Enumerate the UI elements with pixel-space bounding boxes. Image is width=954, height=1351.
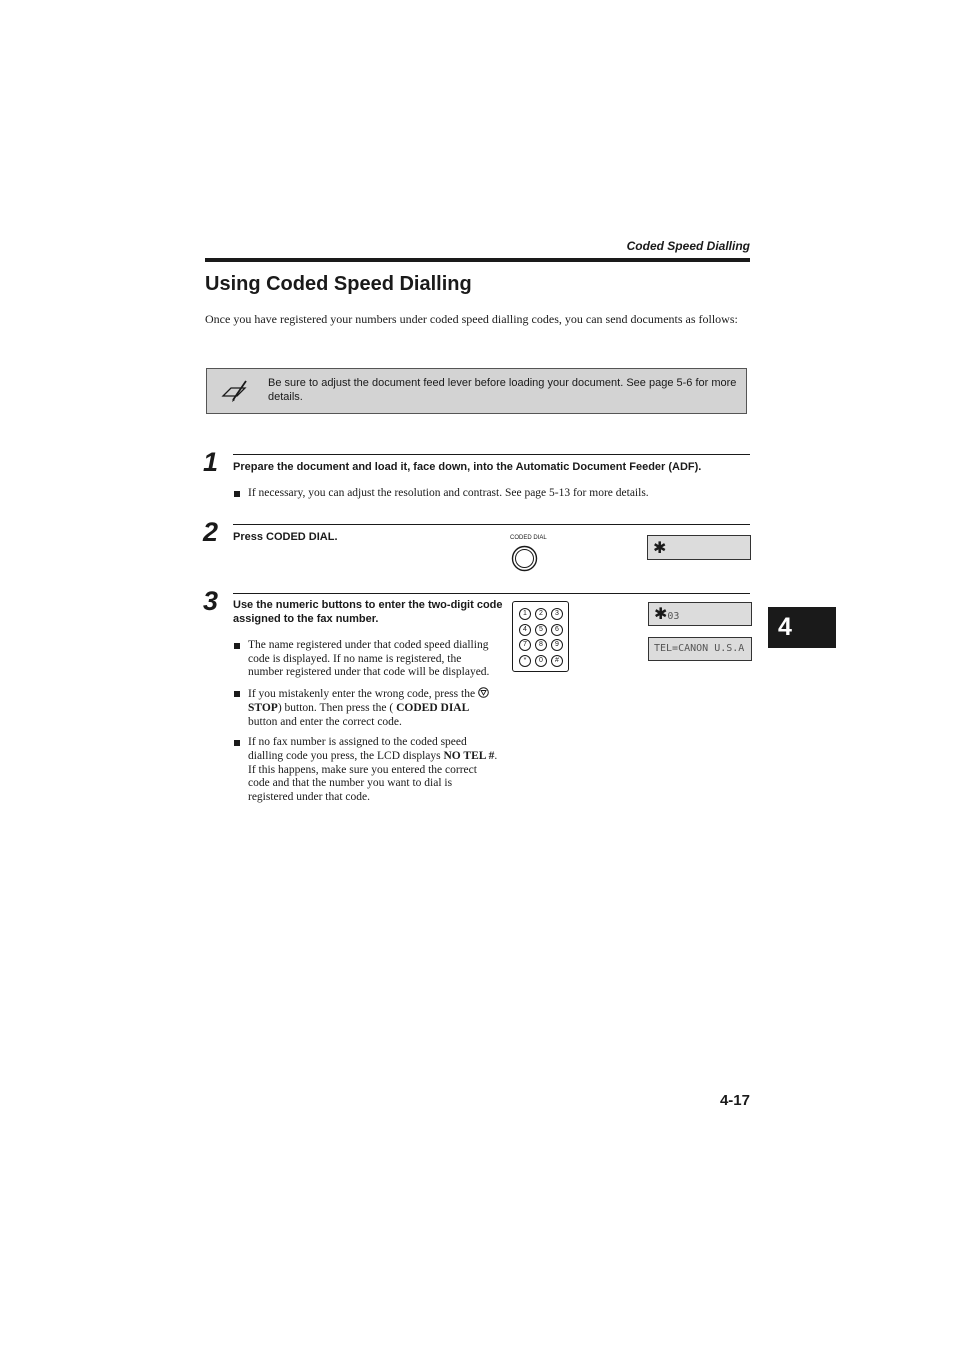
- keypad-key: 7: [519, 639, 531, 651]
- lcd-asterisk: ✱: [653, 538, 667, 557]
- bullet-item: If no fax number is assigned to the coded speed dialling code you press, the LCD displays NO TEL #. If this happens, make sure you entered the correct code and that the number you want to dial is registered under that code.: [233, 736, 498, 805]
- keypad-key: 6: [551, 624, 563, 636]
- lcd-display-name: TEL=CANON U.S.A: [648, 637, 752, 661]
- keypad-key: 2: [535, 608, 547, 620]
- step-2-instruction: Press CODED DIAL.: [233, 531, 338, 543]
- bullet-item: If you mistakenly enter the wrong code, press the STOP) button. Then press the ( CODED DIAL button and enter the correct code.: [233, 687, 498, 729]
- keypad-key: 1: [519, 608, 531, 620]
- keypad-key: 9: [551, 639, 563, 651]
- page-number: 4-17: [719, 1092, 750, 1109]
- step-3-rule: [233, 593, 750, 594]
- step-1-bullets: [233, 487, 753, 508]
- coded-dial-button-icon: [511, 545, 538, 572]
- keypad-key: 4: [519, 624, 531, 636]
- keypad-key: 8: [535, 639, 547, 651]
- coded-dial-button-label: CODED DIAL: [510, 535, 547, 541]
- keypad-key: *: [519, 655, 531, 667]
- header-rule: [205, 258, 750, 262]
- intro-paragraph: Once you have registered your numbers under coded speed dialling codes, you can send documents as follows:: [205, 312, 738, 326]
- step-1-instruction: Prepare the document and load it, face down, into the Automatic Document Feeder (ADF).: [233, 461, 702, 473]
- step-2-number: 2: [203, 517, 219, 547]
- stop-icon: [478, 687, 489, 698]
- lcd-display-code: [648, 602, 752, 626]
- step-1-rule: [233, 454, 750, 455]
- note-text: Be sure to adjust the document feed lever before loading your document. See page 5-6 for more details.: [268, 377, 737, 403]
- step-3-instruction: Use the numeric buttons to enter the two-digit code assigned to the fax number.: [233, 599, 503, 625]
- numeric-keypad-illustration: [512, 601, 569, 672]
- note-box: [206, 368, 747, 414]
- bullet-item: If necessary, you can adjust the resolution and contrast. See page 5-13 for more details.: [233, 487, 753, 501]
- step-3-bullets: [233, 639, 498, 812]
- keypad-key: 5: [535, 624, 547, 636]
- lcd-display-step-2: [647, 535, 751, 560]
- step-2-rule: [233, 524, 750, 525]
- step-3-number: 3: [203, 586, 219, 616]
- lcd-asterisk: ✱: [654, 604, 668, 623]
- step-1-number: 1: [203, 447, 219, 477]
- running-head: Coded Speed Dialling: [626, 239, 750, 253]
- page-title: Using Coded Speed Dialling: [205, 273, 472, 295]
- keypad-key: 0: [535, 655, 547, 667]
- chapter-tab: 4: [768, 607, 836, 648]
- keypad-key: #: [551, 655, 563, 667]
- keypad-key: 3: [551, 608, 563, 620]
- lcd-code: 03: [667, 611, 680, 622]
- note-pencil-icon: [221, 378, 251, 404]
- bullet-item: The name registered under that coded speed dialling code is displayed. If no name is registered, the number registered under that code will be displayed.: [233, 639, 498, 680]
